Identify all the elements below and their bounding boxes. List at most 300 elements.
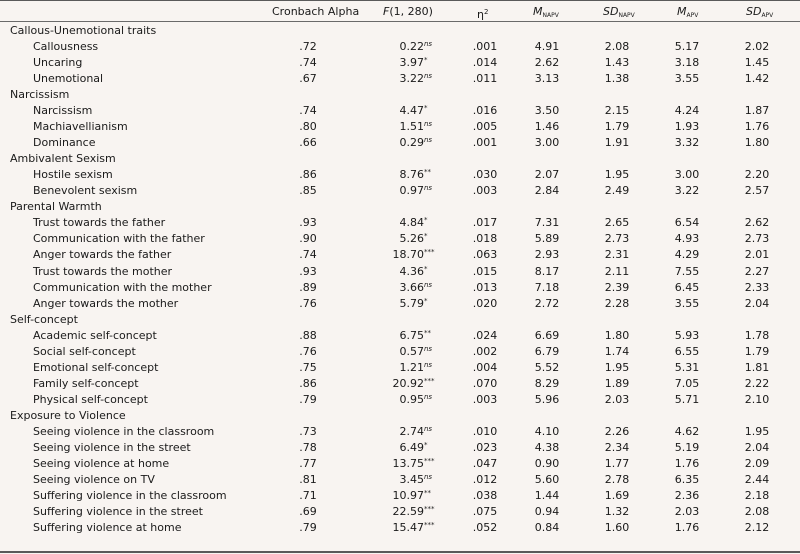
m-napv-value: 7.31	[534, 216, 560, 230]
eta-squared-value: .011	[472, 72, 498, 86]
f-value-cell	[380, 103, 444, 119]
table-row	[0, 488, 800, 504]
f-value: 1.51	[399, 120, 424, 134]
table-row	[0, 39, 800, 55]
variable-label: Suffering violence at home	[33, 520, 182, 534]
table-row	[0, 135, 800, 151]
m-napv-value: 6.79	[534, 344, 560, 358]
sd-apv-value: 1.79	[744, 344, 770, 358]
f-value-cell	[380, 440, 444, 456]
cronbach-alpha-value: .86	[299, 376, 317, 390]
eta-squared-value: .013	[472, 280, 498, 294]
m-napv-value: 5.96	[534, 392, 560, 406]
cronbach-alpha-value: .93	[299, 216, 317, 230]
significance-marker: *	[424, 216, 428, 225]
header-sd-napv	[603, 4, 635, 20]
eta-squared-value: .070	[472, 376, 498, 390]
cronbach-alpha-value: .67	[299, 72, 317, 86]
m-apv-value: 6.54	[674, 216, 700, 230]
sd-napv-value: 1.69	[604, 488, 630, 502]
f-value: 1.21	[399, 360, 424, 374]
m-napv-value: 8.17	[534, 264, 560, 278]
cronbach-alpha-value: .93	[299, 264, 317, 278]
cronbach-alpha-value: .66	[299, 136, 317, 150]
sd-apv-value: 2.10	[744, 392, 770, 406]
variable-label: Anger towards the father	[33, 248, 172, 262]
m-apv-value: 5.71	[674, 392, 700, 406]
m-napv-value: 0.90	[534, 456, 560, 470]
m-napv-value: 0.84	[534, 520, 560, 534]
sd-napv-value: 2.65	[604, 216, 630, 230]
sd-napv-value: 1.89	[604, 376, 630, 390]
m-napv-value: 3.00	[534, 136, 560, 150]
table-row	[0, 376, 800, 392]
eta-squared-value: .012	[472, 472, 498, 486]
m-napv-value: 2.84	[534, 184, 560, 198]
f-value: 0.97	[399, 184, 424, 198]
eta-squared-value: .004	[472, 360, 498, 374]
f-value-cell	[380, 119, 444, 135]
cronbach-alpha-value: .75	[299, 360, 317, 374]
variable-label: Academic self-concept	[33, 328, 157, 342]
sd-napv-value: 2.31	[604, 248, 630, 262]
sd-apv-value: 2.33	[744, 280, 770, 294]
significance-marker: *	[424, 440, 428, 449]
m-napv-value: 2.93	[534, 248, 560, 262]
eta-squared-value: .024	[472, 328, 498, 342]
header-label-sub: NAPV	[618, 12, 635, 19]
cronbach-alpha-value: .76	[299, 296, 317, 310]
eta-squared-value: .030	[472, 168, 498, 182]
eta-squared-value: .047	[472, 456, 498, 470]
f-value: 5.79	[399, 296, 424, 310]
sd-apv-value: 2.57	[744, 184, 770, 198]
table-bottom-rule	[0, 551, 800, 553]
m-napv-value: 1.46	[534, 120, 560, 134]
f-value: 3.97	[399, 56, 424, 70]
m-apv-value: 3.22	[674, 184, 700, 198]
sd-napv-value: 1.95	[604, 360, 630, 374]
group-header-row	[0, 312, 800, 328]
table-row	[0, 247, 800, 263]
eta-squared-value: .002	[472, 344, 498, 358]
variable-label: Dominance	[33, 136, 96, 150]
f-value: 2.74	[399, 424, 424, 438]
significance-marker: **	[424, 328, 431, 337]
variable-label: Narcissism	[33, 104, 93, 118]
table-top-rule	[0, 0, 800, 1]
f-value-cell	[380, 264, 444, 280]
f-value: 0.95	[399, 392, 424, 406]
sd-apv-value: 1.76	[744, 120, 770, 134]
m-apv-value: 5.19	[674, 440, 700, 454]
table-row	[0, 103, 800, 119]
f-value: 3.22	[399, 72, 424, 86]
f-value-cell	[380, 520, 444, 536]
sd-napv-value: 2.39	[604, 280, 630, 294]
variable-label: Trust towards the father	[33, 216, 166, 230]
m-apv-value: 2.03	[674, 504, 700, 518]
m-napv-value: 4.38	[534, 440, 560, 454]
sd-napv-value: 1.95	[604, 168, 630, 182]
cronbach-alpha-value: .77	[299, 456, 317, 470]
sd-apv-value: 2.18	[744, 488, 770, 502]
significance-marker: ns	[424, 120, 433, 129]
f-value: 8.76	[399, 168, 424, 182]
f-value-cell	[380, 55, 444, 71]
variable-label: Communication with the mother	[33, 280, 212, 294]
f-value-cell	[380, 488, 444, 504]
f-value-cell	[380, 424, 444, 440]
m-napv-value: 2.07	[534, 168, 560, 182]
sd-apv-value: 1.42	[744, 72, 770, 86]
sd-apv-value: 2.22	[744, 376, 770, 390]
variable-label: Physical self-concept	[33, 392, 148, 406]
m-napv-value: 3.50	[534, 104, 560, 118]
m-apv-value: 1.76	[674, 520, 700, 534]
table-row	[0, 360, 800, 376]
sd-apv-value: 1.87	[744, 104, 770, 118]
table-row	[0, 296, 800, 312]
f-value: 6.75	[399, 328, 424, 342]
significance-marker: *	[424, 232, 428, 241]
header-m-napv	[533, 4, 559, 20]
sd-napv-value: 1.74	[604, 344, 630, 358]
sd-apv-value: 2.73	[744, 232, 770, 246]
cronbach-alpha-value: .69	[299, 504, 317, 518]
m-apv-value: 3.55	[674, 72, 700, 86]
variable-label: Seeing violence in the classroom	[33, 424, 215, 438]
f-value-cell	[380, 183, 444, 199]
header-label-sup: 2	[483, 8, 489, 16]
m-napv-value: 1.44	[534, 488, 560, 502]
f-value-cell	[380, 328, 444, 344]
sd-napv-value: 1.77	[604, 456, 630, 470]
variable-label: Suffering violence in the street	[33, 504, 203, 518]
cronbach-alpha-value: .85	[299, 184, 317, 198]
header-label: SD	[603, 5, 619, 18]
header-m-apv	[677, 4, 698, 20]
sd-napv-value: 2.15	[604, 104, 630, 118]
variable-label: Family self-concept	[33, 376, 139, 390]
header-label-sub: APV	[686, 12, 699, 19]
sd-napv-value: 1.60	[604, 520, 630, 534]
sd-napv-value: 2.73	[604, 232, 630, 246]
cronbach-alpha-value: .88	[299, 328, 317, 342]
significance-marker: ***	[424, 248, 435, 257]
m-napv-value: 7.18	[534, 280, 560, 294]
sd-apv-value: 2.01	[744, 248, 770, 262]
sd-apv-value: 2.08	[744, 504, 770, 518]
eta-squared-value: .003	[472, 392, 498, 406]
m-apv-value: 4.62	[674, 424, 700, 438]
eta-squared-value: .003	[472, 184, 498, 198]
m-apv-value: 4.93	[674, 232, 700, 246]
table-row	[0, 328, 800, 344]
variable-label: Emotional self-concept	[33, 360, 159, 374]
variable-label: Seeing violence in the street	[33, 440, 191, 454]
sd-apv-value: 1.78	[744, 328, 770, 342]
m-napv-value: 4.91	[534, 40, 560, 53]
m-apv-value: 3.55	[674, 296, 700, 310]
significance-marker: ns	[424, 40, 433, 48]
header-label-sub: NAPV	[542, 12, 559, 19]
sd-napv-value: 1.38	[604, 72, 630, 86]
table-row	[0, 231, 800, 247]
eta-squared-value: .020	[472, 296, 498, 310]
sd-napv-value: 2.08	[604, 40, 630, 53]
significance-marker: *	[424, 296, 428, 305]
table-row	[0, 392, 800, 408]
f-value-cell	[380, 360, 444, 376]
f-value: 6.49	[399, 440, 424, 454]
eta-squared-value: .063	[472, 248, 498, 262]
header-label: M	[677, 5, 687, 18]
f-value-cell	[380, 215, 444, 231]
group-label: Exposure to Violence	[10, 408, 126, 422]
table-row	[0, 440, 800, 456]
table-row	[0, 264, 800, 280]
variable-label: Social self-concept	[33, 344, 136, 358]
cronbach-alpha-value: .73	[299, 424, 317, 438]
group-header-row	[0, 87, 800, 103]
f-value-cell	[380, 296, 444, 312]
m-napv-value: 5.52	[534, 360, 560, 374]
m-apv-value: 5.31	[674, 360, 700, 374]
eta-squared-value: .010	[472, 424, 498, 438]
eta-squared-value: .052	[472, 520, 498, 534]
variable-label: Callousness	[33, 40, 99, 53]
f-value: 0.57	[399, 344, 424, 358]
f-value: 13.75	[392, 456, 424, 470]
cronbach-alpha-value: .89	[299, 280, 317, 294]
sd-apv-value: 2.62	[744, 216, 770, 230]
sd-napv-value: 1.80	[604, 328, 630, 342]
cronbach-alpha-value: .81	[299, 472, 317, 486]
eta-squared-value: .018	[472, 232, 498, 246]
f-value-cell	[380, 39, 444, 55]
f-value-cell	[380, 247, 444, 263]
table-row	[0, 472, 800, 488]
variable-label: Anger towards the mother	[33, 296, 179, 310]
f-value-cell	[380, 135, 444, 151]
sd-apv-value: 1.45	[744, 56, 770, 70]
m-napv-value: 3.13	[534, 72, 560, 86]
f-value: 20.92	[392, 376, 424, 390]
group-header-row	[0, 23, 800, 39]
significance-marker: ns	[424, 360, 433, 369]
f-value: 0.22	[399, 40, 424, 53]
sd-napv-value: 2.34	[604, 440, 630, 454]
cronbach-alpha-value: .86	[299, 168, 317, 182]
m-apv-value: 6.35	[674, 472, 700, 486]
sd-apv-value: 2.04	[744, 440, 770, 454]
sd-apv-value: 2.27	[744, 264, 770, 278]
significance-marker: **	[424, 488, 431, 497]
m-apv-value: 3.32	[674, 136, 700, 150]
table-row	[0, 504, 800, 520]
significance-marker: *	[424, 56, 428, 65]
cronbach-alpha-value: .80	[299, 120, 317, 134]
m-apv-value: 4.24	[674, 104, 700, 118]
variable-label: Machiavellianism	[33, 120, 128, 134]
significance-marker: *	[424, 264, 428, 273]
m-apv-value: 7.55	[674, 264, 700, 278]
f-value-cell	[380, 280, 444, 296]
sd-napv-value: 1.79	[604, 120, 630, 134]
variable-label: Seeing violence on TV	[33, 472, 155, 486]
group-header-row	[0, 199, 800, 215]
significance-marker: ns	[424, 472, 433, 481]
eta-squared-value: .001	[472, 136, 498, 150]
m-apv-value: 6.55	[674, 344, 700, 358]
eta-squared-value: .005	[472, 120, 498, 134]
group-label: Ambivalent Sexism	[10, 152, 116, 166]
f-value-cell	[380, 504, 444, 520]
header-label: SD	[746, 5, 762, 18]
significance-marker: ***	[424, 376, 435, 385]
f-value-cell	[380, 376, 444, 392]
variable-label: Benevolent sexism	[33, 184, 138, 198]
header-sd-apv	[746, 4, 773, 20]
header-label: M	[533, 5, 543, 18]
eta-squared-value: .017	[472, 216, 498, 230]
f-value-cell	[380, 456, 444, 472]
significance-marker: ns	[424, 136, 433, 145]
sd-apv-value: 1.95	[744, 424, 770, 438]
sd-apv-value: 2.44	[744, 472, 770, 486]
m-napv-value: 2.62	[534, 56, 560, 70]
group-header-row	[0, 408, 800, 424]
table-row	[0, 71, 800, 87]
variable-label: Trust towards the mother	[33, 264, 173, 278]
header-rule	[0, 21, 800, 22]
significance-marker: ***	[424, 456, 435, 465]
cronbach-alpha-value: .74	[299, 104, 317, 118]
table-row	[0, 119, 800, 135]
eta-squared-value: .015	[472, 264, 498, 278]
sd-napv-value: 2.78	[604, 472, 630, 486]
header-label: F	[383, 5, 390, 18]
table-row	[0, 55, 800, 71]
table-row	[0, 167, 800, 183]
group-header-row	[0, 151, 800, 167]
f-value: 10.97	[392, 488, 424, 502]
table-row	[0, 215, 800, 231]
significance-marker: ns	[424, 424, 433, 433]
significance-marker: *	[424, 104, 428, 113]
header-f-statistic	[383, 4, 433, 20]
cronbach-alpha-value: .76	[299, 344, 317, 358]
group-label: Callous-Unemotional traits	[10, 24, 157, 37]
m-apv-value: 2.36	[674, 488, 700, 502]
table-row	[0, 280, 800, 296]
f-value: 5.26	[399, 232, 424, 246]
f-value-cell	[380, 472, 444, 488]
sd-napv-value: 1.91	[604, 136, 630, 150]
sd-napv-value: 2.28	[604, 296, 630, 310]
sd-apv-value: 2.02	[744, 40, 770, 53]
table-row	[0, 520, 800, 536]
m-napv-value: 2.72	[534, 296, 560, 310]
cronbach-alpha-value: .74	[299, 56, 317, 70]
eta-squared-value: .023	[472, 440, 498, 454]
m-napv-value: 6.69	[534, 328, 560, 342]
sd-apv-value: 1.80	[744, 136, 770, 150]
significance-marker: ns	[424, 184, 433, 193]
f-value: 3.66	[399, 280, 424, 294]
sd-napv-value: 1.32	[604, 504, 630, 518]
m-apv-value: 3.18	[674, 56, 700, 70]
m-napv-value: 8.29	[534, 376, 560, 390]
m-apv-value: 5.93	[674, 328, 700, 342]
f-value: 0.29	[399, 136, 424, 150]
eta-squared-value: .001	[472, 40, 498, 53]
m-apv-value: 6.45	[674, 280, 700, 294]
f-value: 18.70	[392, 248, 424, 262]
significance-marker: ns	[424, 344, 433, 353]
f-value-cell	[380, 344, 444, 360]
m-napv-value: 5.89	[534, 232, 560, 246]
table-row	[0, 424, 800, 440]
significance-marker: ns	[424, 392, 433, 401]
f-value-cell	[380, 231, 444, 247]
f-value: 15.47	[392, 520, 424, 534]
table-row	[0, 183, 800, 199]
sd-napv-value: 2.03	[604, 392, 630, 406]
eta-squared-value: .014	[472, 56, 498, 70]
header-eta-squared	[477, 4, 488, 20]
significance-marker: ***	[424, 520, 435, 529]
f-value: 4.36	[399, 264, 424, 278]
group-label: Parental Warmth	[10, 200, 102, 214]
header-cronbach-alpha	[272, 4, 359, 20]
m-apv-value: 5.17	[674, 40, 700, 53]
variable-label: Communication with the father	[33, 232, 205, 246]
variable-label: Hostile sexism	[33, 168, 113, 182]
header-label: Cronbach Alpha	[272, 5, 360, 18]
sd-napv-value: 2.11	[604, 264, 630, 278]
group-label: Self-concept	[10, 312, 78, 326]
variable-label: Suffering violence in the classroom	[33, 488, 227, 502]
f-value: 4.84	[399, 216, 424, 230]
sd-apv-value: 1.81	[744, 360, 770, 374]
eta-squared-value: .075	[472, 504, 498, 518]
sd-napv-value: 2.49	[604, 184, 630, 198]
table-row	[0, 344, 800, 360]
significance-marker: ***	[424, 504, 435, 513]
m-apv-value: 4.29	[674, 248, 700, 262]
variable-label: Uncaring	[33, 56, 83, 70]
cronbach-alpha-value: .72	[299, 40, 317, 53]
header-label-sub: APV	[761, 12, 774, 19]
sd-apv-value: 2.12	[744, 520, 770, 534]
f-value-cell	[380, 71, 444, 87]
cronbach-alpha-value: .79	[299, 392, 317, 406]
sd-apv-value: 2.20	[744, 168, 770, 182]
significance-marker: ns	[424, 280, 433, 289]
f-value: 22.59	[392, 504, 424, 518]
m-apv-value: 1.76	[674, 456, 700, 470]
m-napv-value: 5.60	[534, 472, 560, 486]
m-apv-value: 1.93	[674, 120, 700, 134]
sd-apv-value: 2.04	[744, 296, 770, 310]
cronbach-alpha-value: .71	[299, 488, 317, 502]
cronbach-alpha-value: .90	[299, 232, 317, 246]
variable-label: Seeing violence at home	[33, 456, 170, 470]
header-label-args: (1, 280)	[389, 5, 433, 18]
sd-napv-value: 2.26	[604, 424, 630, 438]
